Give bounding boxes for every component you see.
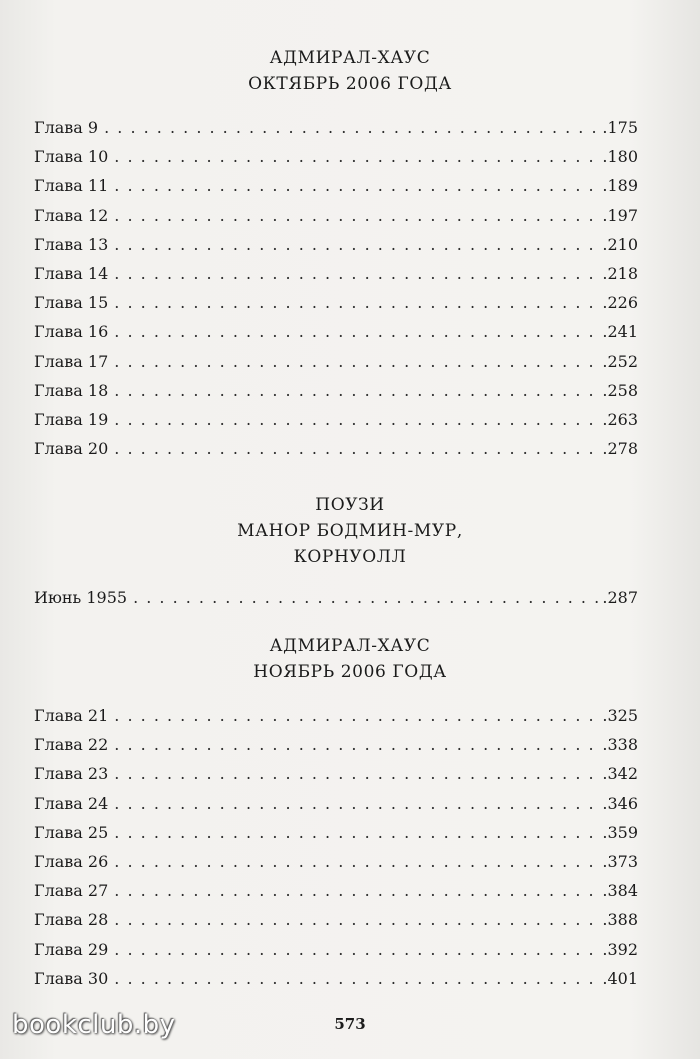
section-heading: [0, 492, 700, 570]
dot-leader: [104, 113, 600, 142]
dot-leader: [114, 230, 600, 259]
entry-page: .180: [602, 147, 638, 167]
dot-leader: [114, 376, 600, 405]
toc-entry: [34, 288, 638, 317]
section-title: ПОУЗИ: [315, 495, 385, 515]
toc-entry: [34, 583, 638, 612]
entry-label: Глава 26: [34, 851, 109, 871]
dot-leader: [114, 171, 600, 200]
section-date: НОЯБРЬ 2006 ГОДА: [253, 662, 447, 682]
entry-page: .210: [602, 234, 638, 254]
entry-label: Глава 10: [34, 147, 109, 167]
dot-leader: [114, 818, 600, 847]
toc-entry: [34, 434, 638, 463]
section-heading: [0, 633, 700, 685]
entry-label: Глава 27: [34, 881, 109, 901]
entry-page: .252: [602, 351, 638, 371]
entry-label: Глава 11: [34, 176, 109, 196]
dot-leader: [114, 847, 600, 876]
entry-page: .197: [602, 205, 638, 225]
section-title: АДМИРАЛ-ХАУС: [269, 48, 431, 68]
dot-leader: [114, 142, 600, 171]
entry-page: .384: [602, 881, 638, 901]
entry-label: Глава 9: [34, 118, 99, 137]
toc-list: [34, 583, 638, 612]
toc-entry: [34, 701, 638, 730]
toc-entry: [34, 317, 638, 346]
toc-list: [34, 113, 638, 463]
dot-leader: [114, 905, 600, 934]
toc-entry: [34, 142, 638, 171]
entry-label: Июнь 1955: [34, 588, 128, 607]
entry-label: Глава 29: [34, 939, 109, 959]
dot-leader: [114, 347, 600, 376]
entry-label: Глава 17: [34, 351, 109, 371]
dot-leader: [114, 405, 600, 434]
toc-entry: [34, 347, 638, 376]
entry-label: Глава 19: [34, 409, 109, 429]
toc-entry: [34, 201, 638, 230]
entry-page: .287: [602, 588, 638, 607]
entry-label: Глава 28: [34, 910, 109, 930]
entry-page: .342: [602, 764, 638, 784]
entry-page: .392: [602, 939, 638, 959]
toc-entry: [34, 935, 638, 964]
entry-page: .258: [602, 380, 638, 400]
dot-leader: [114, 288, 600, 317]
dot-leader: [114, 730, 600, 759]
dot-leader: [114, 317, 600, 346]
entry-label: Глава 20: [34, 439, 109, 459]
section-title: АДМИРАЛ-ХАУС: [269, 636, 431, 656]
entry-page: .226: [602, 293, 638, 313]
section-place: КОРНУОЛЛ: [293, 547, 407, 567]
entry-page: .373: [602, 851, 638, 871]
entry-label: Глава 30: [34, 968, 109, 988]
toc-entry: [34, 405, 638, 434]
entry-label: Глава 13: [34, 234, 109, 254]
entry-label: Глава 14: [34, 263, 109, 283]
toc-entry: [34, 905, 638, 934]
entry-label: Глава 16: [34, 322, 109, 342]
dot-leader: [114, 789, 600, 818]
toc-entry: [34, 964, 638, 993]
entry-page: .338: [602, 735, 638, 755]
entry-page: .175: [602, 118, 638, 137]
entry-label: Глава 22: [34, 735, 109, 755]
toc-entry: [34, 376, 638, 405]
entry-label: Глава 21: [34, 706, 109, 725]
toc-entry: [34, 818, 638, 847]
entry-page: .241: [602, 322, 638, 342]
entry-label: Глава 25: [34, 822, 109, 842]
dot-leader: [114, 259, 600, 288]
toc-entry: [34, 259, 638, 288]
dot-leader: [114, 964, 600, 993]
toc-entry: [34, 730, 638, 759]
section-date: ОКТЯБРЬ 2006 ГОДА: [248, 74, 452, 94]
entry-label: Глава 23: [34, 764, 109, 784]
section-place: МАНОР БОДМИН-МУР,: [237, 521, 463, 541]
dot-leader: [114, 701, 600, 730]
entry-page: .388: [602, 910, 638, 930]
section-heading: [0, 45, 700, 97]
entry-label: Глава 24: [34, 793, 109, 813]
watermark: bookclub.by: [12, 1010, 176, 1040]
entry-label: Глава 18: [34, 380, 109, 400]
entry-label: Глава 15: [34, 293, 109, 313]
entry-page: .359: [602, 822, 638, 842]
dot-leader: [114, 876, 600, 905]
dot-leader: [114, 434, 600, 463]
toc-entry: [34, 759, 638, 788]
dot-leader: [114, 935, 600, 964]
entry-label: Глава 12: [34, 205, 109, 225]
toc-entry: [34, 171, 638, 200]
entry-page: .263: [602, 409, 638, 429]
dot-leader: [133, 583, 600, 612]
toc-list: [34, 701, 638, 993]
entry-page: .218: [602, 263, 638, 283]
page-number: 573: [334, 1015, 366, 1033]
toc-entry: [34, 876, 638, 905]
entry-page: .401: [602, 968, 638, 988]
entry-page: .189: [602, 176, 638, 196]
toc-entry: [34, 847, 638, 876]
entry-page: .346: [602, 793, 638, 813]
dot-leader: [114, 759, 600, 788]
entry-page: .325: [602, 706, 638, 725]
toc-entry: [34, 113, 638, 142]
toc-entry: [34, 230, 638, 259]
dot-leader: [114, 201, 600, 230]
toc-entry: [34, 789, 638, 818]
entry-page: .278: [602, 439, 638, 459]
